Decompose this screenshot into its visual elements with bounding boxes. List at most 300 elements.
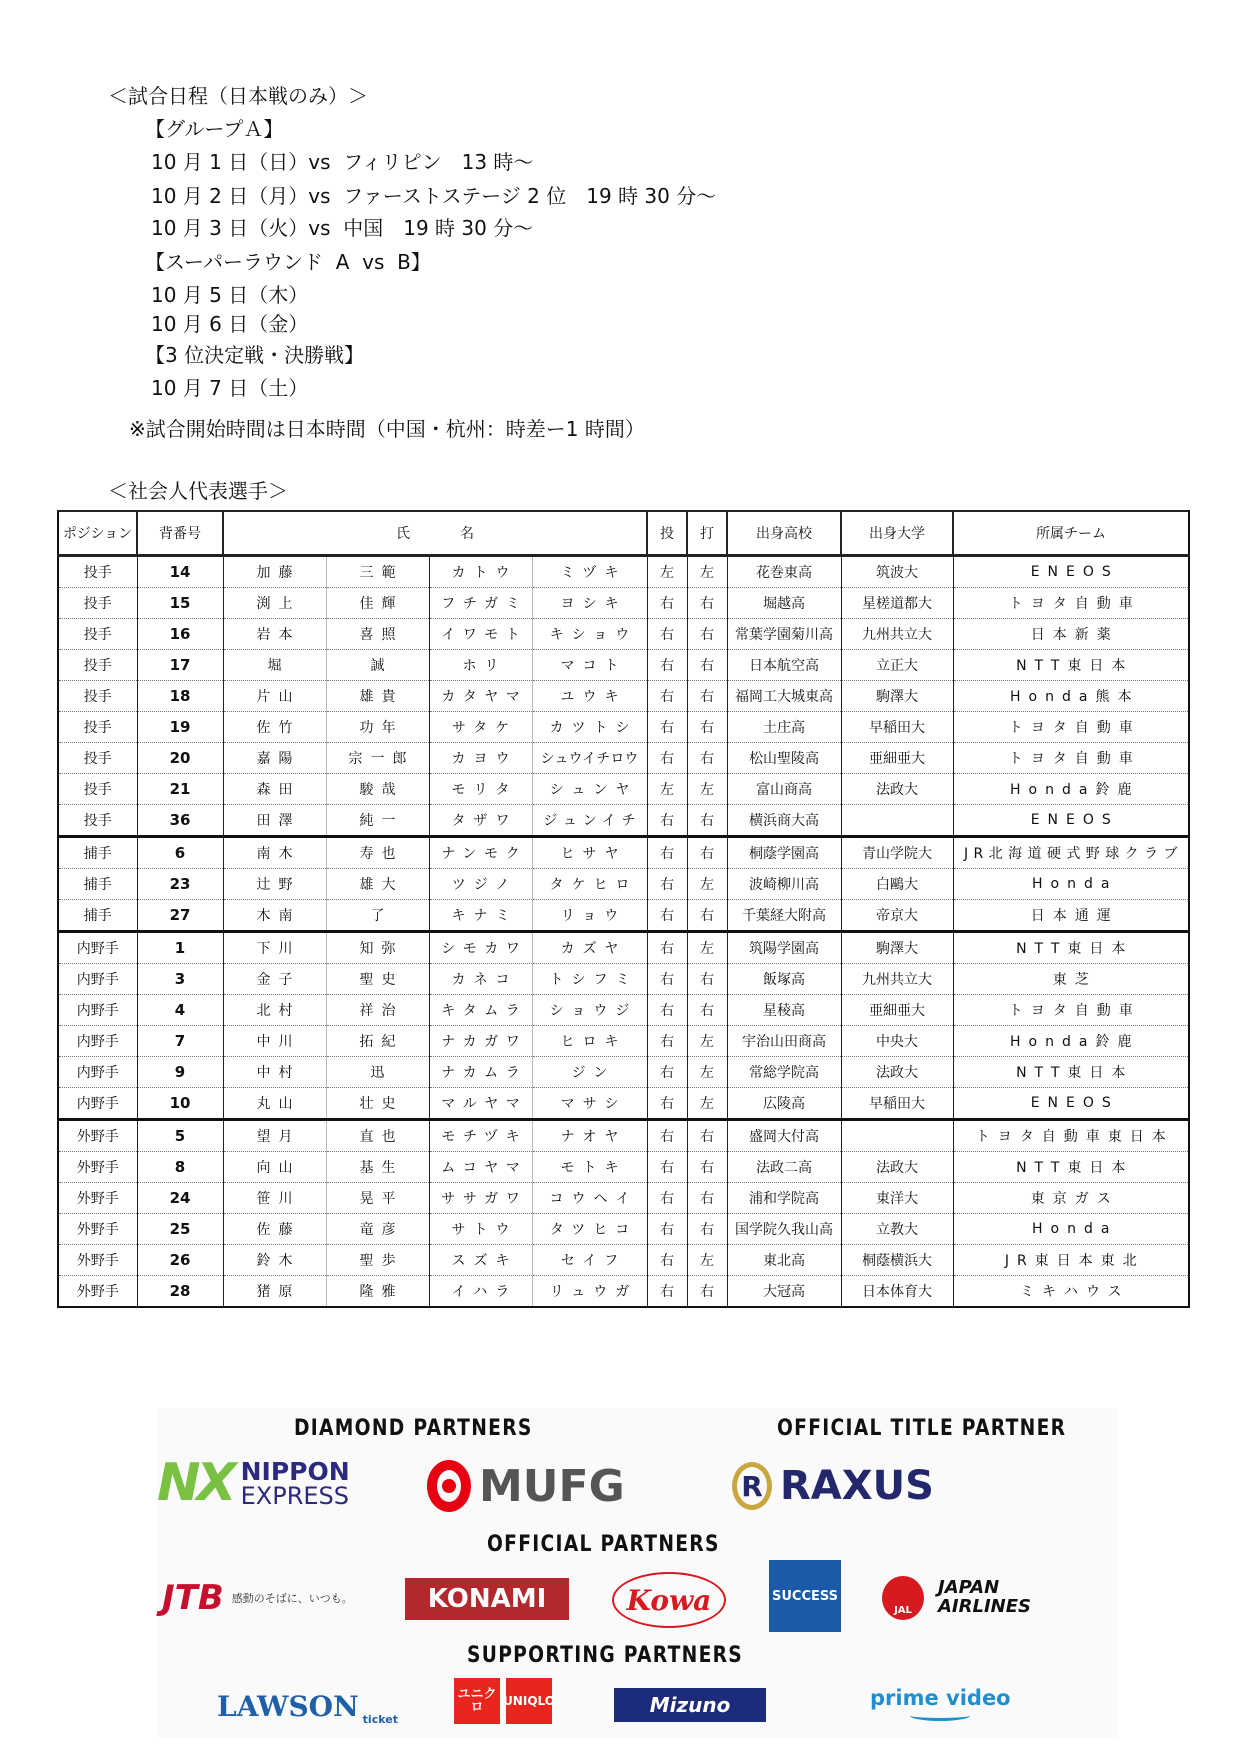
- bats-text: 左: [700, 877, 714, 893]
- bats-text: 右: [700, 1191, 714, 1207]
- given-name-kana-text: セイフ: [560, 1253, 627, 1269]
- cell-bats: [687, 681, 727, 712]
- header-name-2: 名: [460, 526, 474, 542]
- cell-team: [953, 837, 1189, 869]
- cell-team: [953, 1120, 1189, 1152]
- given-name-kanji-text: 聖史: [359, 972, 404, 988]
- nx-line1: NIPPON: [240, 1456, 350, 1486]
- cell-high-school: [727, 619, 841, 650]
- table-row: [58, 805, 1189, 837]
- schedule-group-a-heading: 【グループＡ】: [145, 117, 284, 141]
- uniqlo-text: UNIQLO: [506, 1678, 552, 1724]
- cell-given-name-kanji: [326, 774, 429, 805]
- cell-team: [953, 1057, 1189, 1088]
- high-school-text: 広陵高: [763, 1096, 805, 1112]
- surname-kana-text: タザワ: [451, 813, 518, 829]
- position-text: 捕手: [83, 846, 112, 862]
- cell-surname-kanji: [223, 900, 326, 932]
- high-school-text: 盛岡大付高: [749, 1129, 819, 1145]
- surname-kana-text: モチヅキ: [441, 1129, 528, 1145]
- cell-number: [137, 995, 223, 1026]
- university-text: 九州共立大: [862, 627, 932, 643]
- surname-kanji-text: 加藤: [256, 565, 301, 581]
- bats-text: 右: [700, 751, 714, 767]
- team-text: Honda熊本: [1010, 689, 1140, 705]
- cell-number: [137, 556, 223, 588]
- surname-kanji-text: 堀: [267, 658, 282, 674]
- cell-surname-kanji: [223, 1276, 326, 1308]
- cell-number: [137, 964, 223, 995]
- surname-kanji-text: 向山: [256, 1160, 301, 1176]
- supporting-partners-heading: SUPPORTING PARTNERS: [467, 1643, 744, 1668]
- position-text: 内野手: [76, 1096, 119, 1112]
- university-text: 筑波大: [876, 565, 918, 581]
- cell-university: [841, 1214, 953, 1245]
- throws-text: 右: [660, 1065, 674, 1081]
- cell-surname-kanji: [223, 805, 326, 837]
- raxus-text: RAXUS: [780, 1463, 934, 1509]
- cell-position: [58, 1120, 137, 1152]
- table-row: [58, 650, 1189, 681]
- given-name-kana-text: コウヘイ: [549, 1191, 638, 1207]
- cell-team: [953, 805, 1189, 837]
- throws-text: 右: [660, 1160, 674, 1176]
- position-text: 投手: [83, 782, 112, 798]
- given-name-kana-text: シュウイチロウ: [540, 751, 639, 767]
- raxus-mark-icon: R: [732, 1462, 772, 1510]
- jtb-mark: JTB: [162, 1578, 224, 1618]
- bats-text: 左: [700, 565, 714, 581]
- high-school-text: 国学院久我山高: [735, 1222, 833, 1238]
- diamond-partners-heading: DIAMOND PARTNERS: [294, 1416, 533, 1441]
- cell-surname-kana: [429, 650, 532, 681]
- cell-position: [58, 932, 137, 964]
- cell-position: [58, 869, 137, 900]
- cell-position: [58, 681, 137, 712]
- cell-given-name-kana: [532, 1183, 647, 1214]
- cell-surname-kanji: [223, 650, 326, 681]
- university-text: 九州共立大: [862, 972, 932, 988]
- cell-given-name-kana: [532, 743, 647, 774]
- cell-given-name-kana: [532, 932, 647, 964]
- number-text: 5: [174, 1127, 186, 1145]
- cell-bats: [687, 1088, 727, 1120]
- high-school-text: 松山聖陵高: [749, 751, 819, 767]
- number-text: 1: [174, 939, 186, 957]
- surname-kana-text: カヨウ: [451, 751, 518, 767]
- given-name-kanji-text: 功年: [359, 720, 404, 736]
- team-text: ENEOS: [1030, 812, 1119, 828]
- cell-position: [58, 619, 137, 650]
- given-name-kana-text: ジン: [571, 1065, 616, 1081]
- high-school-text: 桐蔭学園高: [749, 846, 819, 862]
- schedule-finals-heading: 【3 位決定戦・決勝戦】: [145, 343, 365, 367]
- bats-text: 右: [700, 658, 714, 674]
- mufg-text: MUFG: [479, 1460, 625, 1512]
- surname-kana-text: カタヤマ: [441, 689, 528, 705]
- cell-number: [137, 1183, 223, 1214]
- cell-surname-kana: [429, 900, 532, 932]
- cell-university: [841, 1276, 953, 1308]
- bats-text: 右: [700, 1222, 714, 1238]
- cell-position: [58, 743, 137, 774]
- cell-given-name-kana: [532, 650, 647, 681]
- cell-surname-kanji: [223, 743, 326, 774]
- nx-mark: NX: [157, 1453, 233, 1513]
- number-text: 24: [169, 1189, 191, 1207]
- cell-high-school: [727, 1152, 841, 1183]
- cell-university: [841, 805, 953, 837]
- cell-surname-kana: [429, 1120, 532, 1152]
- cell-bats: [687, 964, 727, 995]
- position-text: 投手: [83, 689, 112, 705]
- cell-high-school: [727, 650, 841, 681]
- cell-bats: [687, 1120, 727, 1152]
- given-name-kana-text: タケヒロ: [549, 877, 638, 893]
- team-text: ミキハウス: [1019, 1284, 1130, 1300]
- cell-throws: [647, 837, 687, 869]
- surname-kanji-text: 田澤: [256, 813, 301, 829]
- position-text: 投手: [83, 627, 112, 643]
- cell-given-name-kana: [532, 1088, 647, 1120]
- cell-surname-kanji: [223, 932, 326, 964]
- cell-given-name-kanji: [326, 1120, 429, 1152]
- cell-surname-kana: [429, 1057, 532, 1088]
- cell-throws: [647, 774, 687, 805]
- team-text: NTT東日本: [1016, 941, 1134, 957]
- team-text: トヨタ自動車: [1008, 1003, 1141, 1019]
- throws-text: 右: [660, 1003, 674, 1019]
- cell-surname-kana: [429, 619, 532, 650]
- surname-kana-text: ナカガワ: [441, 1034, 528, 1050]
- header-high-school: 出身高校: [727, 511, 841, 556]
- team-text: トヨタ自動車: [1008, 751, 1141, 767]
- cell-given-name-kana: [532, 900, 647, 932]
- high-school-text: 法政二高: [756, 1160, 812, 1176]
- given-name-kana-text: モトキ: [560, 1160, 627, 1176]
- bats-text: 右: [700, 908, 714, 924]
- given-name-kana-text: ナオヤ: [560, 1129, 627, 1145]
- cell-throws: [647, 900, 687, 932]
- number-text: 25: [169, 1220, 191, 1238]
- cell-throws: [647, 995, 687, 1026]
- position-text: 外野手: [76, 1191, 119, 1207]
- given-name-kana-text: トシフミ: [549, 972, 638, 988]
- high-school-text: 常総学院高: [749, 1065, 819, 1081]
- cell-university: [841, 1245, 953, 1276]
- cell-surname-kana: [429, 1088, 532, 1120]
- roster-title: ＜社会人代表選手＞: [108, 479, 288, 503]
- cell-bats: [687, 712, 727, 743]
- given-name-kanji-text: 佳輝: [359, 596, 404, 612]
- cell-surname-kanji: [223, 1245, 326, 1276]
- cell-surname-kanji: [223, 681, 326, 712]
- header-bats: 打: [687, 511, 727, 556]
- cell-throws: [647, 869, 687, 900]
- cell-throws: [647, 1214, 687, 1245]
- table-row: [58, 1245, 1189, 1276]
- cell-university: [841, 932, 953, 964]
- cell-university: [841, 1152, 953, 1183]
- throws-text: 右: [660, 689, 674, 705]
- number-text: 16: [169, 625, 191, 643]
- cell-number: [137, 588, 223, 619]
- cell-surname-kanji: [223, 1088, 326, 1120]
- high-school-text: 筑陽学園高: [749, 941, 819, 957]
- cell-given-name-kanji: [326, 900, 429, 932]
- university-text: 中央大: [876, 1034, 918, 1050]
- table-row: [58, 556, 1189, 588]
- number-text: 36: [169, 811, 191, 829]
- throws-text: 右: [660, 596, 674, 612]
- cell-surname-kana: [429, 1245, 532, 1276]
- position-text: 内野手: [76, 1034, 119, 1050]
- cell-position: [58, 900, 137, 932]
- cell-throws: [647, 650, 687, 681]
- cell-high-school: [727, 588, 841, 619]
- given-name-kana-text: ジュンイチ: [543, 813, 642, 829]
- number-text: 27: [169, 906, 191, 924]
- surname-kanji-text: 南木: [256, 846, 301, 862]
- cell-surname-kanji: [223, 964, 326, 995]
- bats-text: 左: [700, 941, 714, 957]
- surname-kana-text: ムコヤマ: [441, 1160, 528, 1176]
- given-name-kanji-text: 寿也: [359, 846, 404, 862]
- given-name-kanji-text: 直也: [359, 1129, 404, 1145]
- position-text: 投手: [83, 720, 112, 736]
- jal-line1: JAPAN: [938, 1577, 1000, 1599]
- cell-given-name-kanji: [326, 1276, 429, 1308]
- cell-given-name-kanji: [326, 1214, 429, 1245]
- cell-given-name-kana: [532, 964, 647, 995]
- cell-given-name-kana: [532, 1276, 647, 1308]
- jtb-logo: [162, 1573, 353, 1623]
- given-name-kanji-text: 晃平: [359, 1191, 404, 1207]
- cell-number: [137, 650, 223, 681]
- high-school-text: 福岡工大城東高: [735, 689, 833, 705]
- cell-given-name-kana: [532, 681, 647, 712]
- university-text: 駒澤大: [876, 689, 918, 705]
- sponsor-banner: [157, 1408, 1118, 1738]
- cell-throws: [647, 1026, 687, 1057]
- throws-text: 右: [660, 813, 674, 829]
- team-text: Honda鈴鹿: [1010, 1034, 1140, 1050]
- university-text: 星槎道都大: [862, 596, 932, 612]
- cell-surname-kana: [429, 932, 532, 964]
- given-name-kanji-text: 隆雅: [359, 1284, 404, 1300]
- high-school-text: 波崎柳川高: [749, 877, 819, 893]
- schedule-line: 10 月 2 日（月）vs ファーストステージ 2 位 19 時 30 分～: [151, 184, 717, 208]
- given-name-kanji-text: 駿哉: [359, 782, 404, 798]
- cell-throws: [647, 964, 687, 995]
- given-name-kanji-text: 誠: [370, 658, 385, 674]
- cell-given-name-kanji: [326, 995, 429, 1026]
- number-text: 3: [174, 970, 186, 988]
- cell-surname-kanji: [223, 588, 326, 619]
- cell-given-name-kanji: [326, 869, 429, 900]
- table-row: [58, 681, 1189, 712]
- given-name-kanji-text: 了: [370, 908, 385, 924]
- surname-kanji-text: 北村: [256, 1003, 301, 1019]
- bats-text: 左: [700, 1034, 714, 1050]
- surname-kana-text: ナカムラ: [441, 1065, 528, 1081]
- cell-university: [841, 995, 953, 1026]
- cell-number: [137, 1214, 223, 1245]
- cell-given-name-kanji: [326, 712, 429, 743]
- cell-surname-kana: [429, 869, 532, 900]
- university-text: 帝京大: [876, 908, 918, 924]
- success-logo: SUCCESS: [769, 1560, 841, 1632]
- official-partners-heading: OFFICIAL PARTNERS: [487, 1532, 720, 1557]
- cell-bats: [687, 1245, 727, 1276]
- cell-university: [841, 619, 953, 650]
- throws-text: 右: [660, 1191, 674, 1207]
- high-school-text: 常葉学園菊川高: [735, 627, 833, 643]
- given-name-kana-text: マサシ: [560, 1096, 627, 1112]
- throws-text: 右: [660, 1222, 674, 1238]
- university-text: 青山学院大: [862, 846, 932, 862]
- cell-team: [953, 1245, 1189, 1276]
- throws-text: 右: [660, 877, 674, 893]
- cell-team: [953, 650, 1189, 681]
- cell-throws: [647, 1276, 687, 1308]
- cell-university: [841, 650, 953, 681]
- bats-text: 右: [700, 627, 714, 643]
- table-row: [58, 1057, 1189, 1088]
- university-text: 駒澤大: [876, 941, 918, 957]
- raxus-logo: [732, 1458, 934, 1514]
- bats-text: 右: [700, 720, 714, 736]
- surname-kanji-text: 望月: [256, 1129, 301, 1145]
- bats-text: 右: [700, 813, 714, 829]
- prime-video-text: prime video: [870, 1685, 1011, 1710]
- position-text: 外野手: [76, 1129, 119, 1145]
- given-name-kana-text: タツヒコ: [549, 1222, 638, 1238]
- team-text: トヨタ自動車: [1008, 720, 1141, 736]
- university-text: 法政大: [876, 1065, 918, 1081]
- surname-kana-text: モリタ: [451, 782, 518, 798]
- surname-kanji-text: 猪原: [256, 1284, 301, 1300]
- cell-team: [953, 743, 1189, 774]
- position-text: 投手: [83, 658, 112, 674]
- cell-high-school: [727, 774, 841, 805]
- cell-number: [137, 932, 223, 964]
- cell-university: [841, 869, 953, 900]
- cell-throws: [647, 619, 687, 650]
- surname-kana-text: フチガミ: [441, 596, 528, 612]
- university-text: 早稲田大: [869, 1096, 925, 1112]
- given-name-kanji-text: 雄貴: [359, 689, 404, 705]
- cell-university: [841, 712, 953, 743]
- lawson-ticket-logo: [217, 1686, 398, 1726]
- university-text: 東洋大: [876, 1191, 918, 1207]
- surname-kana-text: カネコ: [451, 972, 518, 988]
- university-text: 日本体育大: [862, 1284, 932, 1300]
- bats-text: 右: [700, 1284, 714, 1300]
- cell-bats: [687, 556, 727, 588]
- cell-number: [137, 1152, 223, 1183]
- lawson-text: LAWSON: [217, 1689, 359, 1723]
- cell-surname-kana: [429, 1026, 532, 1057]
- team-text: Honda: [1032, 1221, 1118, 1237]
- cell-given-name-kana: [532, 1026, 647, 1057]
- table-row: [58, 588, 1189, 619]
- surname-kanji-text: 鈴木: [256, 1253, 301, 1269]
- cell-surname-kana: [429, 1214, 532, 1245]
- cell-university: [841, 1183, 953, 1214]
- header-team: 所属チーム: [953, 511, 1189, 556]
- team-text: NTT東日本: [1016, 1160, 1134, 1176]
- table-header-row: [58, 511, 1189, 556]
- cell-number: [137, 1276, 223, 1308]
- cell-throws: [647, 932, 687, 964]
- cell-given-name-kanji: [326, 556, 429, 588]
- cell-university: [841, 1057, 953, 1088]
- mufg-mark-icon: [427, 1460, 471, 1512]
- jal-mark-icon: JAL: [882, 1576, 924, 1620]
- given-name-kana-text: ユウキ: [560, 689, 627, 705]
- university-text: 桐蔭横浜大: [862, 1253, 932, 1269]
- team-text: ENEOS: [1030, 564, 1119, 580]
- cell-surname-kanji: [223, 1214, 326, 1245]
- jtb-tagline: 感動のそばに、いつも。: [231, 1592, 353, 1605]
- team-text: Honda: [1032, 876, 1118, 892]
- cell-given-name-kanji: [326, 588, 429, 619]
- cell-surname-kana: [429, 1276, 532, 1308]
- cell-surname-kanji: [223, 1120, 326, 1152]
- number-text: 4: [174, 1001, 186, 1019]
- throws-text: 右: [660, 1284, 674, 1300]
- team-text: NTT東日本: [1016, 1065, 1134, 1081]
- given-name-kana-text: ミヅキ: [560, 565, 627, 581]
- cell-throws: [647, 588, 687, 619]
- throws-text: 右: [660, 846, 674, 862]
- given-name-kana-text: ヒサヤ: [560, 846, 627, 862]
- cell-university: [841, 900, 953, 932]
- cell-position: [58, 1152, 137, 1183]
- cell-team: [953, 774, 1189, 805]
- table-row: [58, 1276, 1189, 1308]
- jal-line2: AIRLINES: [938, 1596, 1031, 1617]
- schedule-line: 10 月 3 日（火）vs 中国 19 時 30 分～: [151, 216, 534, 240]
- number-text: 15: [169, 594, 191, 612]
- table-row: [58, 1088, 1189, 1120]
- university-text: 法政大: [876, 1160, 918, 1176]
- cell-given-name-kana: [532, 1245, 647, 1276]
- cell-university: [841, 774, 953, 805]
- cell-high-school: [727, 1183, 841, 1214]
- surname-kanji-text: 嘉陽: [256, 751, 301, 767]
- cell-given-name-kanji: [326, 681, 429, 712]
- surname-kanji-text: 佐竹: [256, 720, 301, 736]
- cell-throws: [647, 556, 687, 588]
- throws-text: 右: [660, 1096, 674, 1112]
- cell-number: [137, 619, 223, 650]
- uniqlo-kana: ユニクロ: [454, 1678, 500, 1724]
- cell-bats: [687, 900, 727, 932]
- cell-high-school: [727, 869, 841, 900]
- bats-text: 左: [700, 782, 714, 798]
- schedule-note: ※試合開始時間は日本時間（中国・杭州：時差ー1 時間）: [129, 417, 645, 441]
- cell-position: [58, 964, 137, 995]
- high-school-text: 花巻東高: [756, 565, 812, 581]
- table-row: [58, 932, 1189, 964]
- cell-team: [953, 964, 1189, 995]
- given-name-kana-text: カツトシ: [549, 720, 638, 736]
- cell-surname-kanji: [223, 619, 326, 650]
- cell-given-name-kanji: [326, 1183, 429, 1214]
- throws-text: 右: [660, 908, 674, 924]
